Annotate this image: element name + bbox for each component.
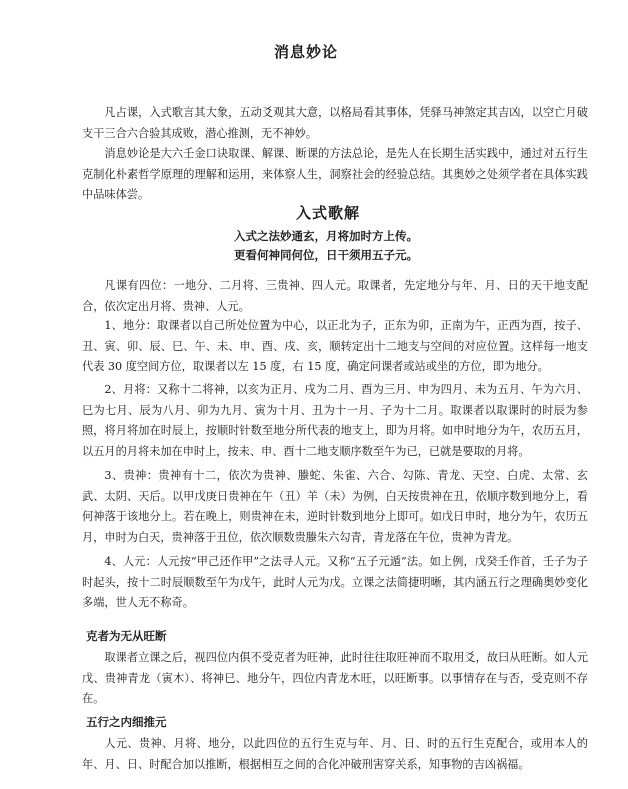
paragraph-wuxing: 人元、贵神、月将、地分，以此四位的五行生克与年、月、日、时的五行生克配合，或用本人的年、月、日、时配合加以推断，根据相互之间的合化冲破刑害穿关系，知事物的吉凶祸福。 (82, 737, 588, 771)
paragraph-four-positions: 凡课有四位：一地分、二月将、三贵神、四人元。取课者，先定地分与年、月、日的天干地支配合，依次定出月将、贵神、人元。 (82, 279, 588, 313)
intro-paragraph-2: 消息妙论是大六壬金口诀取课、解课、断课的方法总论，是先人在长期生活实践中，通过对五行生克制化朴素哲学原理的理解和运用，来体察人生，洞察社会的经验总结。其奥妙之处须学者在具体实践中品味体尝。 (82, 147, 588, 201)
section-title-xiaoxi: 消息妙论 (273, 43, 338, 61)
intro-paragraph-1: 凡占课，入式歌言其大象，五动爻观其大意，以格局看其事体，凭驿马神煞定其吉凶，以空亡月破支干三合六合验其成败，潜心推测，无不神妙。 (82, 106, 588, 140)
verse-line-2: 更看何神同何位，日干须用五子元。 (234, 248, 418, 262)
paragraph-guishen: 3、贵神：贵神有十二，依次为贵神、螣蛇、朱雀、六合、勾陈、青龙、天空、白虎、太常、玄武、太阴、天后。以甲戊庚日贵神在午（丑）羊（未）为例，白天按贵神在丑，依顺序数到地分上，看何神落于该地分上。若在晚上，则贵神在未，逆时针数到地分上即可。如戊日申时，地分为午，农历五月，申时为白天，贵神落于丑位，依次顺数贵螣朱六勾青，青龙落在午位，贵神为青龙。 (82, 469, 588, 544)
subheading-kezhe: 克者为无从旺断 (86, 629, 167, 643)
paragraph-yuejiang: 2、月将：又称十二将神，以亥为正月、戌为二月、酉为三月、申为四月、未为五月、午为六月、巳为七月、辰为八月、卯为九月、寅为十月、丑为十一月、子为十二月。取课者以取课时的时辰为参照，将月将加在时辰上，按顺时针数至地分所代表的地支上，即为月将。如申时地分为午，农历五月，以五月的月将未加在申时上，按未、申、酉十二地支顺序数至午为已，已就是要取的月将。 (82, 383, 588, 458)
paragraph-renyuan: 4、人元：人元按“甲己还作甲”之法寻人元。又称“五子元遁”法。如上例，戊癸壬作首，壬子为子时起头，按十二时辰顺数至午为戊午，此时人元为戊。立课之法简捷明晰，其内涵五行之理确奥妙变化多端，世人无不称奇。 (82, 555, 588, 609)
paragraph-kezhe: 取课者立课之后，视四位内俱不受克者为旺神，此时往往取旺神而不取用爻，故曰从旺断。如人元戊、贵神青龙（寅木）、将神巳、地分午，四位内青龙木旺，以旺断事。以事情存在与否，受克则不存在。 (82, 651, 588, 705)
section-title-rushi: 入式歌解 (295, 204, 360, 222)
subheading-wuxing: 五行之内细推元 (86, 715, 167, 729)
paragraph-difen: 1、地分：取课者以自己所处位置为中心，以正北为子，正东为卯，正南为午，正西为酉，按子、丑、寅、卯、辰、巳、午、未、申、酉、戌、亥，顺转定出十二地支与空间的对应位置。这样每一地支代表 30 度空间方位，取课者以左 15 度，右 15 度，确定问课者或站或坐的方位，即为地分。 (82, 319, 588, 373)
verse-line-1: 入式之法妙通玄，月将加时方上传。 (234, 229, 418, 243)
